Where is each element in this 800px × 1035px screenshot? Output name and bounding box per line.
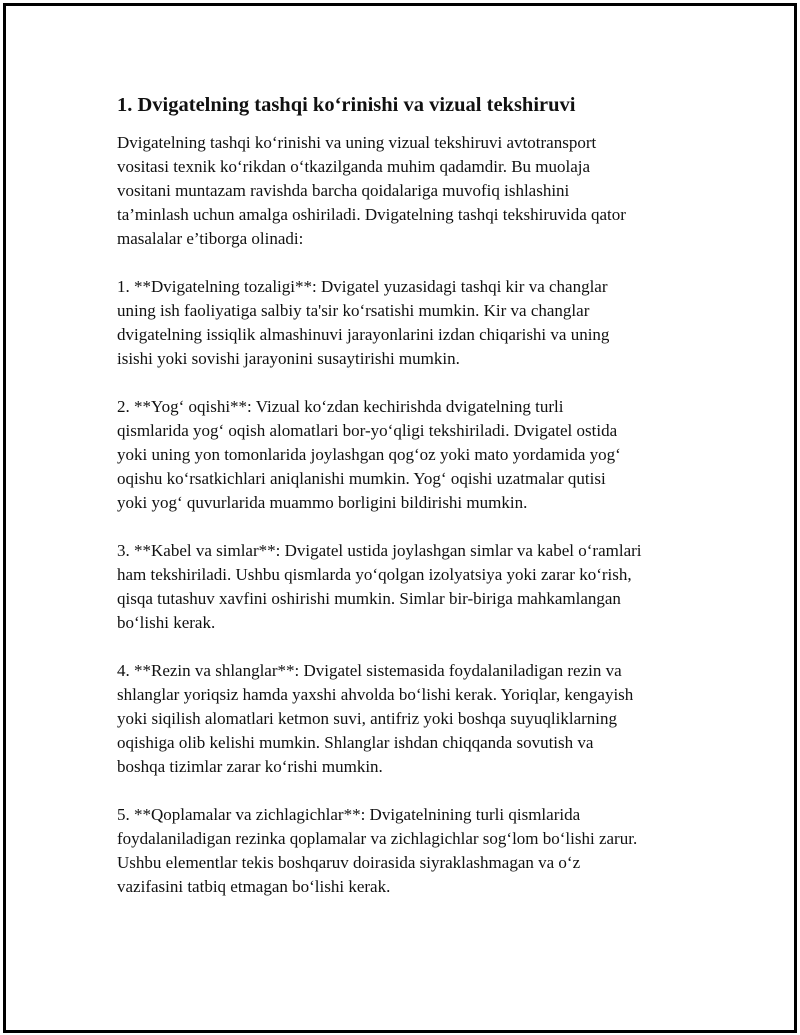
text-line: Ushbu elementlar tekis boshqaruv doirasida siyraklashmagan va o‘z	[117, 853, 581, 872]
item-5-paragraph	[117, 803, 697, 899]
text-line: 2. **Yog‘ oqishi**: Vizual ko‘zdan kechirishda dvigatelning turli	[117, 397, 564, 416]
text-line: oqishiga olib kelishi mumkin. Shlanglar ishdan chiqqanda sovutish va	[117, 733, 594, 752]
item-1-paragraph	[117, 275, 697, 371]
document-body	[117, 92, 697, 923]
text-line: 1. **Dvigatelning tozaligi**: Dvigatel yuzasidagi tashqi kir va changlar	[117, 277, 608, 296]
text-line: yoki siqilish alomatlari ketmon suvi, antifriz yoki boshqa suyuqliklarning	[117, 709, 618, 728]
text-line: vositani muntazam ravishda barcha qoidalariga muvofiq ishlashini	[117, 181, 570, 200]
text-line: ham tekshiriladi. Ushbu qismlarda yo‘qolgan izolyatsiya yoki zarar ko‘rish,	[117, 565, 632, 584]
section-heading: 1. Dvigatelning tashqi ko‘rinishi va vizual tekshiruvi	[117, 94, 576, 116]
item-2-paragraph	[117, 395, 697, 515]
text-line: qisqa tutashuv xavfini oshirishi mumkin. Simlar bir-biriga mahkamlangan	[117, 589, 621, 608]
text-line: qismlarida yog‘ oqish alomatlari bor-yo‘qligi tekshiriladi. Dvigatel ostida	[117, 421, 618, 440]
text-line: vositasi texnik ko‘rikdan o‘tkazilganda muhim qadamdir. Bu muolaja	[117, 157, 591, 176]
text-line: yoki uning yon tomonlarida joylashgan qog‘oz yoki mato yordamida yog‘	[117, 445, 621, 464]
text-line: vazifasini tatbiq etmagan bo‘lishi kerak.	[117, 877, 391, 896]
text-line: 3. **Kabel va simlar**: Dvigatel ustida joylashgan simlar va kabel o‘ramlari	[117, 541, 642, 560]
text-line: masalalar e’tiborga olinadi:	[117, 229, 304, 248]
text-line: oqishu ko‘rsatkichlari aniqlanishi mumkin. Yog‘ oqishi uzatmalar qutisi	[117, 469, 606, 488]
text-line: shlanglar yoriqsiz hamda yaxshi ahvolda bo‘lishi kerak. Yoriqlar, kengayish	[117, 685, 634, 704]
text-line: 5. **Qoplamalar va zichlagichlar**: Dvigatelnining turli qismlarida	[117, 805, 581, 824]
item-3-paragraph	[117, 539, 697, 635]
text-line: ta’minlash uchun amalga oshiriladi. Dvigatelning tashqi tekshiruvida qator	[117, 205, 626, 224]
text-line: Dvigatelning tashqi ko‘rinishi va uning vizual tekshiruvi avtotransport	[117, 133, 597, 152]
text-line: bo‘lishi kerak.	[117, 613, 216, 632]
text-line: 4. **Rezin va shlanglar**: Dvigatel sistemasida foydalaniladigan rezin va	[117, 661, 622, 680]
text-line: dvigatelning issiqlik almashinuvi jarayonlarini izdan chiqarishi va uning	[117, 325, 610, 344]
intro-paragraph	[117, 131, 697, 251]
text-line: isishi yoki sovishi jarayonini susaytirishi mumkin.	[117, 349, 460, 368]
text-line: yoki yog‘ quvurlarida muammo borligini bildirishi mumkin.	[117, 493, 528, 512]
item-4-paragraph	[117, 659, 697, 779]
text-line: boshqa tizimlar zarar ko‘rishi mumkin.	[117, 757, 383, 776]
text-line: foydalaniladigan rezinka qoplamalar va zichlagichlar sog‘lom bo‘lishi zarur.	[117, 829, 638, 848]
text-line: uning ish faoliyatiga salbiy ta'sir ko‘rsatishi mumkin. Kir va changlar	[117, 301, 590, 320]
